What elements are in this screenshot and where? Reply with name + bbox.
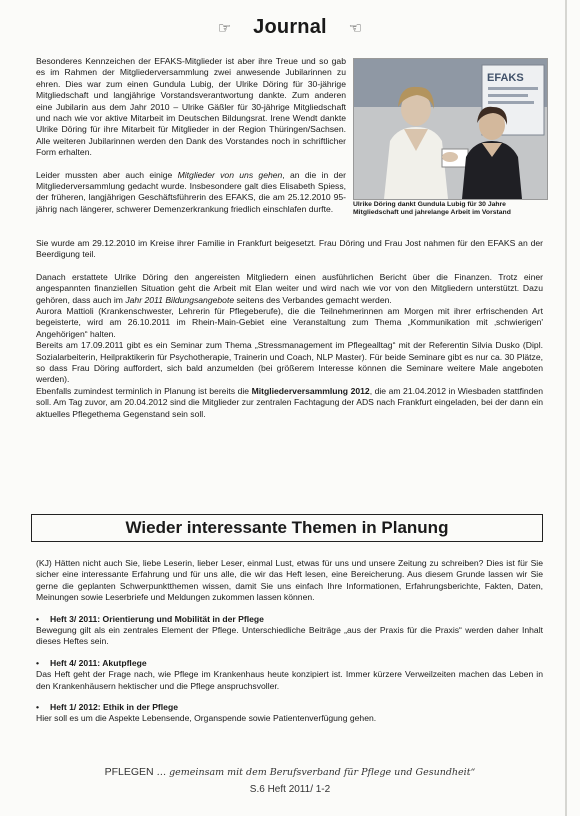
report-body: [36, 238, 543, 420]
paragraph-nachruf-end: , an die in der Mitgliederversammlung gedacht wurde. Insbesondere galt dies Elisabeth Spiess, der früheren, langjährigen Geschäftsführerin des EFAKS, die am 25.12.2010 95-jährig nach längerer, schwerer Demenzerkrankung friedlich einschlafen durfte.: [36, 169, 347, 214]
pointing-hand-right-icon: ☜: [348, 20, 363, 37]
bullet-icon: •: [36, 702, 40, 713]
page-edge-shadow: [565, 0, 567, 816]
section-body: [36, 558, 543, 725]
paragraph-mitgliederversammlung: [36, 386, 543, 420]
paragraph-nachruf: [36, 170, 346, 216]
list-item-title: [36, 702, 543, 713]
paragraph-finanzen-emphasis: Jahr 2011 Bildungsangebote: [125, 294, 235, 305]
journal-header: [0, 16, 580, 39]
issue-text-1-2012: Hier soll es um die Aspekte Lebensende, Organspende sowie Patientenverfügung gehen.: [36, 713, 377, 724]
paragraph-beisetzung: Sie wurde am 29.12.2010 im Kreise ihrer Familie in Frankfurt beigesetzt. Frau Döring und Frau Jost nahmen für den EFAKS an der Beerdigung teil.: [36, 238, 543, 260]
photo-illustration: [354, 59, 547, 199]
page-title: Journal: [253, 16, 327, 38]
issue-title-3-2011: Heft 3/ 2011: Orientierung und Mobilität in der Pflege: [50, 613, 264, 624]
footer-tagline: [0, 766, 580, 778]
footer-brand: PFLEGEN: [104, 766, 154, 778]
paragraph-nachruf-emphasis: Mitglieder von uns gehen: [177, 169, 283, 180]
pointing-hand-left-icon: ☞: [217, 20, 232, 37]
paragraph-jubilare: Besonderes Kennzeichen der EFAKS-Mitglieder ist aber ihre Treue und so gab es im Rahmen der Mitgliederversammlung zwei anwesende Jubilarinnen zu ehren. Dies war zum einen Gundula Lubig, der Ulrike Döring für 30-jährige Mitgliedschaft und langjährige Vorstandsverantwortung dankte. Zum anderen eine Jubilarin aus dem Jahr 2010 – Ulrike Gäßler für 30-jährige Mitgliedschaft und nach wie vor aktive Mitarbeit im Deutschen Bildungsrat. Irene Wendt dankte Ulrike Döring für ihre Mitarbeit für Mitglieder in der Region Thüringen/Sachsen. Alle weiteren Jubilarinnen werden den Dank des Vorstandes noch in schriftlicher Form erhalten.: [36, 56, 346, 158]
photo-jubilee: [353, 58, 548, 200]
issue-title-1-2012: Heft 1/ 2012: Ethik in der Pflege: [50, 702, 178, 713]
section-heading: Wieder interessante Themen in Planung: [31, 514, 543, 542]
issue-text-4-2011: Das Heft geht der Frage nach, wie Pflege im Krankenhaus heute konzipiert ist. Immer kürzere Verweilzeiten machen das Leben in den Krankenhäusern hektischer und die Pflege anspruchsvoller.: [36, 669, 543, 691]
footer-slogan: … gemeinsam mit dem Berufsverband für Pflege und Gesundheit“: [156, 767, 476, 778]
bullet-icon: •: [36, 657, 40, 668]
paragraph-mv-emphasis: Mitgliederversammlung 2012: [251, 385, 370, 396]
issue-text-3-2011: Bewegung gilt als ein zentrales Element der Pflege. Unterschiedliche Beiträge „aus der Praxis für die Praxis“ werden daher Inhalt dieses Heftes sein.: [36, 625, 543, 647]
list-item-title: [36, 614, 543, 625]
paragraph-mv-start: Ebenfalls zumindest terminlich in Planung ist bereits die: [36, 385, 252, 396]
section-intro: (KJ) Hätten nicht auch Sie, liebe Leserin, lieber Leser, einmal Lust, etwas für uns und unsere Zeitung zu schreiben? Dies ist für Sie sicher eine interessante Erfahrung und für uns alle, die wir das Heft lesen, eine Bereicherung. Aus diesem Grunde lassen wir Sie gerne die geplanten Schwerpunktthemen wissen, damit Sie uns einfach Ihre Informationen, Erfahrungsberichte, Fakten, Daten, Meinungen sowie Leserbriefe und Meldungen zukommen lassen können.: [36, 558, 543, 603]
photo-sign-text: EFAKS: [487, 72, 524, 84]
footer-page-info: S.6 Heft 2011/ 1-2: [249, 784, 331, 795]
list-item-title: [36, 658, 543, 669]
paragraph-nachruf-start: Leider mussten aber auch einige: [36, 169, 178, 180]
issue-title-4-2011: Heft 4/ 2011: Akutpflege: [50, 657, 147, 668]
paragraph-seminar-stress: Bereits am 17.09.2011 gibt es ein Seminar zum Thema „Stressmanagement im Pflegealltag“ mit der Referentin Silvia Dusko (Dipl. Sozialarbeiterin, Heilpraktikerin für Psychotherapie, Trainerin und Coach, NLP Master). Für beide Seminare gibt es nur ca. 30 Plätze, so dass Frau Döring auffordert, sich bald anzumelden (bei größerem Interesse können die Seminare weitere Male angeboten werden).: [36, 340, 543, 385]
intro-column: [36, 56, 346, 215]
bullet-icon: •: [36, 613, 40, 624]
paragraph-finanzen-end: seitens des Verbandes gemacht werden.: [234, 294, 392, 305]
paragraph-finanzen: [36, 272, 543, 306]
paragraph-finanzen-start: Danach erstattete Ulrike Döring den angereisten Mitgliedern einen ausführlichen Bericht über die Finanzen. Trotz einer angespannten finanziellen Situation geht die Arbeit mit Elan weiter und wird nach wie vor von den Mitgliedern unterstützt. Dazu gehören, dass auch im: [36, 271, 543, 305]
paragraph-mv-end: , die am 21.04.2012 in Wiesbaden stattfinden soll. Am Tag zuvor, am 20.04.2012 sind die Mitglieder zur zentralen Fachtagung der ADS nach Frankfurt eingeladen, bei der dann ein aktuelles Pflegethema Gegenstand sein soll.: [36, 385, 543, 419]
photo-caption: Ulrike Döring dankt Gundula Lubig für 30 Jahre Mitgliedschaft und jahrelange Arbeit im Vorstand: [353, 201, 511, 217]
paragraph-seminar-kommunikation: Aurora Mattioli (Krankenschwester, Lehrerin für Pflegeberufe), die die Teilnehmerinnen am Morgen mit ihrer erfrischenden Art begeisterte, wird am 26.10.2011 im Rhein-Main-Gebiet eine Veranstaltung zum Thema „Kommunikation mit ‚schwierigen' Angehörigen“ halten.: [36, 306, 543, 339]
